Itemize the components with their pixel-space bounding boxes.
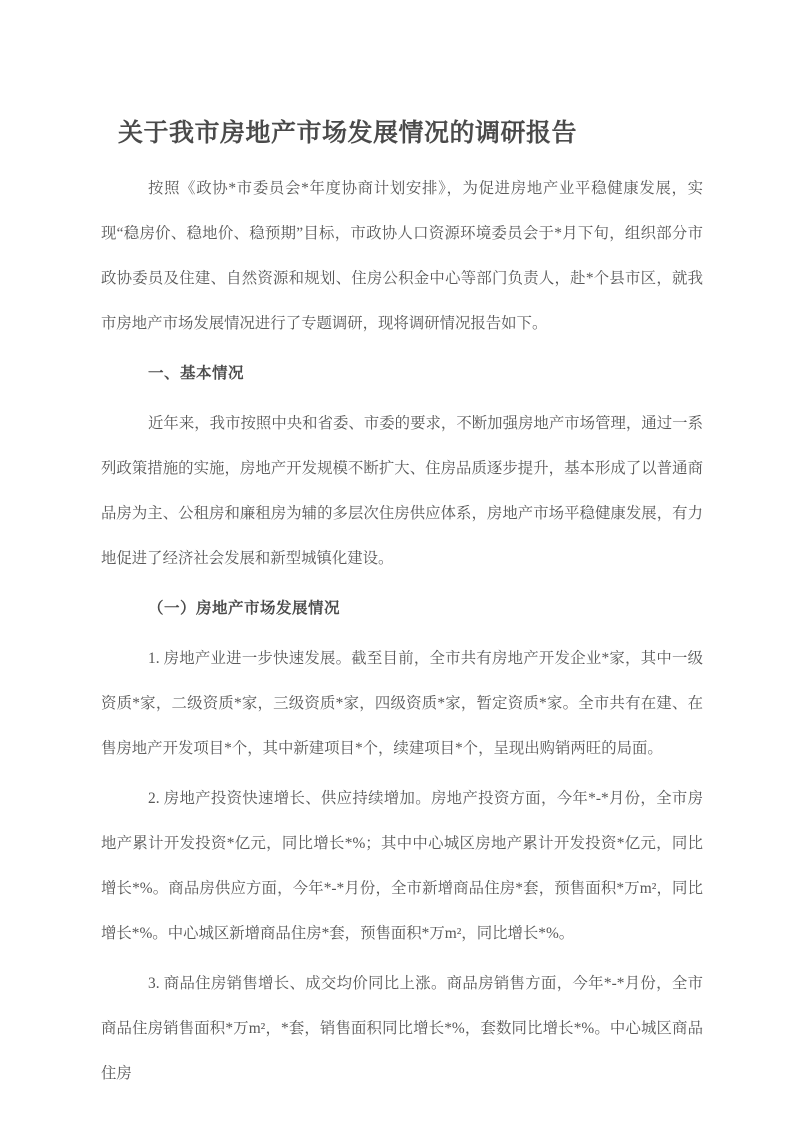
- section-1-overview-paragraph: 近年来，我市按照中央和省委、市委的要求，不断加强房地产市场管理，通过一系列政策措施的实施，房地产开发规模不断扩大、住房品质逐步提升，基本形成了以普通商品房为主、公租房和廉租房为辅的多层次住房供应体系，房地产市场平稳健康发展，有力地促进了经济社会发展和新型城镇化建设。: [101, 415, 703, 567]
- document-title: 关于我市房地产市场发展情况的调研报告: [118, 120, 578, 147]
- subsection-1-item-1: 1. 房地产业进一步快速发展。截至目前，全市共有房地产开发企业*家，其中一级资质*家，二级资质*家，三级资质*家，四级资质*家，暂定资质*家。全市共有在建、在售房地产开发项目*个，其中新建项目*个，续建项目*个，呈现出购销两旺的局面。: [101, 650, 703, 757]
- section-1-heading: 一、基本情况: [148, 365, 245, 382]
- intro-paragraph: 按照《政协*市委员会*年度协商计划安排》，为促进房地产业平稳健康发展，实现“稳房价、稳地价、稳预期”目标，市政协人口资源环境委员会于*月下旬，组织部分市政协委员及住建、自然资源和规划、住房公积金中心等部门负责人，赴*个县市区，就我市房地产市场发展情况进行了专题调研，现将调研情况报告如下。: [101, 180, 703, 332]
- subsection-1-item-3: 3. 商品住房销售增长、成交均价同比上涨。商品房销售方面，今年*-*月份，全市商品住房销售面积*万m²，*套，销售面积同比增长*%，套数同比增长*%。中心城区商品住房: [101, 975, 703, 1082]
- subsection-1-item-2: 2. 房地产投资快速增长、供应持续增加。房地产投资方面，今年*-*月份，全市房地产累计开发投资*亿元，同比增长*%；其中中心城区房地产累计开发投资*亿元，同比增长*%。商品房供应方面，今年*-*月份，全市新增商品住房*套，预售面积*万m²，同比增长*%。中心城区新增商品住房*套，预售面积*万m²，同比增长*%。: [101, 790, 703, 942]
- subsection-1-heading: （一）房地产市场发展情况: [148, 600, 341, 617]
